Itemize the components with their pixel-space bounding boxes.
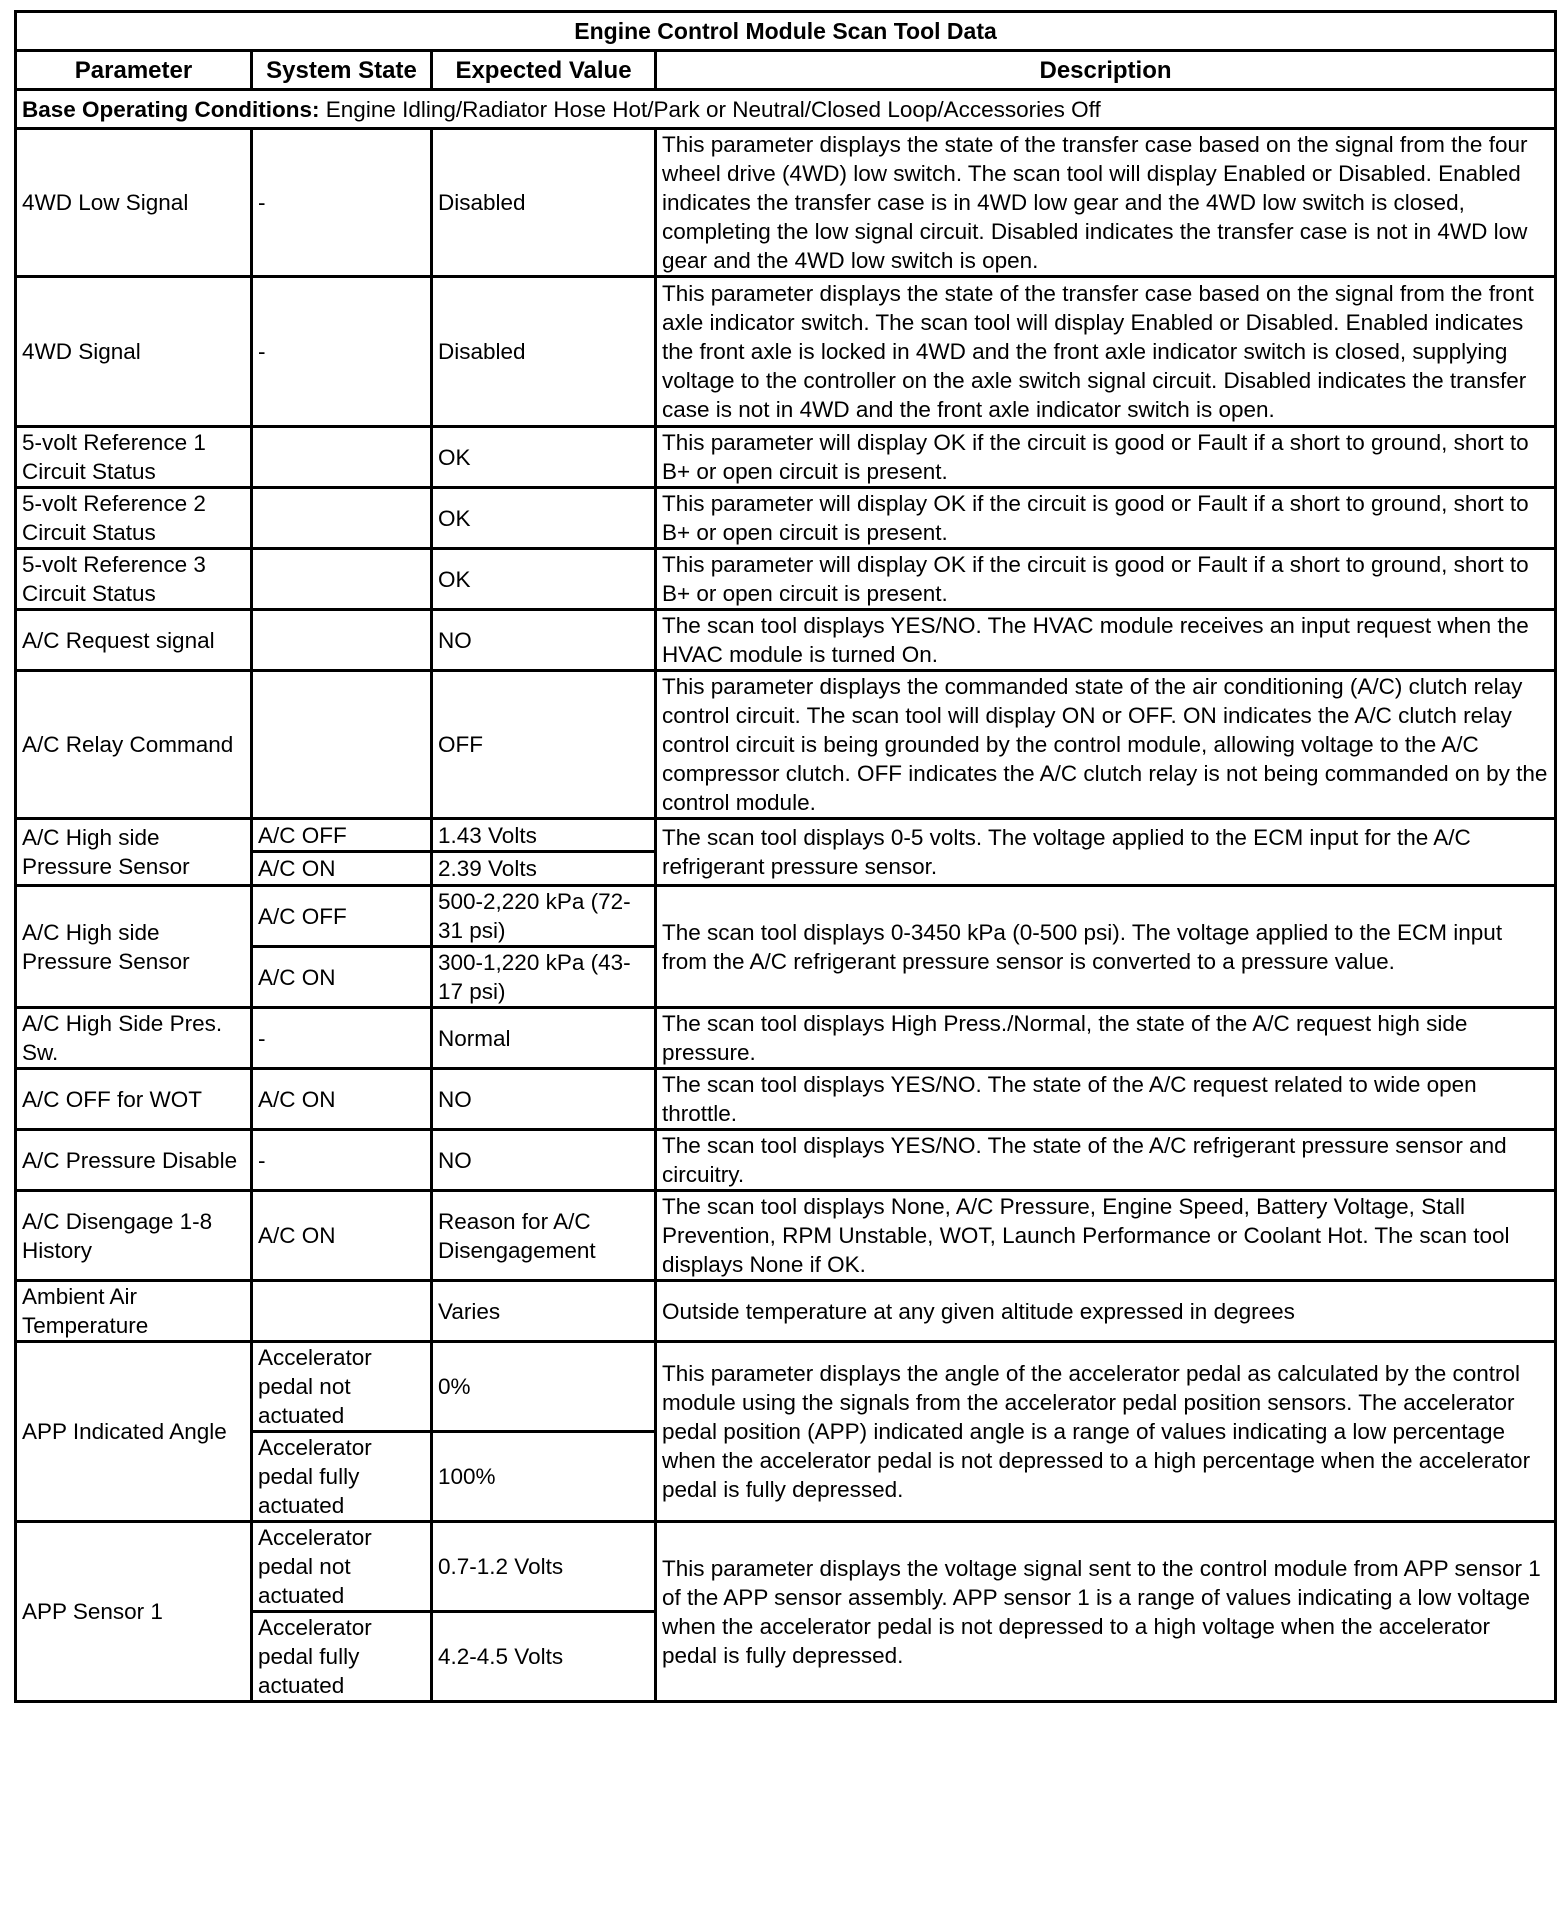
- description-cell: Outside temperature at any given altitude expressed in degrees: [656, 1281, 1556, 1342]
- table-row: [16, 610, 1556, 671]
- description-cell: This parameter displays the voltage signal sent to the control module from APP sensor 1 of the APP sensor assembly. APP sensor 1 is a range of values indicating a low voltage when the accelerator pedal is not depressed to a high voltage when the accelerator pedal is fully depressed.: [656, 1522, 1556, 1702]
- expected-value-cell: 100%: [432, 1432, 656, 1522]
- description-cell: The scan tool displays 0-5 volts. The voltage applied to the ECM input for the A/C refrigerant pressure sensor.: [656, 819, 1556, 886]
- table-row: [16, 1281, 1556, 1342]
- system-state-cell: Accelerator pedal fully actuated: [252, 1612, 432, 1702]
- parameter-cell: 4WD Signal: [16, 277, 252, 427]
- parameter-cell: A/C High side Pressure Sensor: [16, 819, 252, 886]
- description-cell: The scan tool displays YES/NO. The HVAC module receives an input request when the HVAC module is turned On.: [656, 610, 1556, 671]
- system-state-cell: A/C OFF: [252, 819, 432, 852]
- table-row: [16, 488, 1556, 549]
- table-row: [16, 1191, 1556, 1281]
- parameter-cell: A/C Request signal: [16, 610, 252, 671]
- parameter-cell: 5-volt Reference 2 Circuit Status: [16, 488, 252, 549]
- header-row: [16, 51, 1556, 90]
- parameter-cell: Ambient Air Temperature: [16, 1281, 252, 1342]
- header-system-state: System State: [252, 51, 432, 90]
- parameter-cell: A/C Relay Command: [16, 671, 252, 819]
- expected-value-cell: 4.2-4.5 Volts: [432, 1612, 656, 1702]
- system-state-cell: -: [252, 129, 432, 277]
- table-row: [16, 427, 1556, 488]
- description-cell: This parameter displays the state of the transfer case based on the signal from the four wheel drive (4WD) low switch. The scan tool will display Enabled or Disabled. Enabled indicates the transfer case is in 4WD low gear and the 4WD low switch is closed, completing the low signal circuit. Disabled indicates the transfer case is not in 4WD low gear and the 4WD low switch is open.: [656, 129, 1556, 277]
- description-cell: The scan tool displays High Press./Normal, the state of the A/C request high side pressure.: [656, 1008, 1556, 1069]
- table-row: [16, 671, 1556, 819]
- table-row: [16, 277, 1556, 427]
- base-conditions-row: [16, 90, 1556, 129]
- expected-value-cell: NO: [432, 610, 656, 671]
- system-state-cell: [252, 549, 432, 610]
- expected-value-cell: NO: [432, 1130, 656, 1191]
- table-row: [16, 1008, 1556, 1069]
- table-row: [16, 1069, 1556, 1130]
- expected-value-cell: OK: [432, 549, 656, 610]
- table-row: [16, 886, 1556, 947]
- description-cell: The scan tool displays YES/NO. The state of the A/C refrigerant pressure sensor and circuitry.: [656, 1130, 1556, 1191]
- system-state-cell: A/C ON: [252, 852, 432, 886]
- parameter-cell: 5-volt Reference 1 Circuit Status: [16, 427, 252, 488]
- scan-tool-data-table: [14, 10, 1557, 1703]
- system-state-cell: [252, 1281, 432, 1342]
- table-row: [16, 1342, 1556, 1432]
- table-row: [16, 1130, 1556, 1191]
- system-state-cell: [252, 488, 432, 549]
- expected-value-cell: Normal: [432, 1008, 656, 1069]
- description-cell: This parameter will display OK if the circuit is good or Fault if a short to ground, short to B+ or open circuit is present.: [656, 549, 1556, 610]
- parameter-cell: APP Indicated Angle: [16, 1342, 252, 1522]
- description-cell: This parameter displays the state of the transfer case based on the signal from the front axle indicator switch. The scan tool will display Enabled or Disabled. Enabled indicates the front axle is locked in 4WD and the front axle indicator switch is closed, supplying voltage to the controller on the axle switch signal circuit. Disabled indicates the transfer case is not in 4WD and the front axle indicator switch is open.: [656, 277, 1556, 427]
- description-cell: The scan tool displays None, A/C Pressure, Engine Speed, Battery Voltage, Stall Prevention, RPM Unstable, WOT, Launch Performance or Coolant Hot. The scan tool displays None if OK.: [656, 1191, 1556, 1281]
- expected-value-cell: OK: [432, 427, 656, 488]
- table-row: [16, 129, 1556, 277]
- expected-value-cell: OK: [432, 488, 656, 549]
- expected-value-cell: 2.39 Volts: [432, 852, 656, 886]
- parameter-cell: A/C Disengage 1-8 History: [16, 1191, 252, 1281]
- table-row: [16, 1522, 1556, 1612]
- expected-value-cell: OFF: [432, 671, 656, 819]
- system-state-cell: [252, 671, 432, 819]
- table-row: [16, 549, 1556, 610]
- system-state-cell: -: [252, 277, 432, 427]
- description-cell: This parameter will display OK if the circuit is good or Fault if a short to ground, short to B+ or open circuit is present.: [656, 488, 1556, 549]
- table-row: [16, 819, 1556, 852]
- description-cell: The scan tool displays 0-3450 kPa (0-500 psi). The voltage applied to the ECM input from the A/C refrigerant pressure sensor is converted to a pressure value.: [656, 886, 1556, 1008]
- expected-value-cell: NO: [432, 1069, 656, 1130]
- parameter-cell: A/C High side Pressure Sensor: [16, 886, 252, 1008]
- header-description: Description: [656, 51, 1556, 90]
- expected-value-cell: Reason for A/C Disengagement: [432, 1191, 656, 1281]
- title-row: [16, 12, 1556, 51]
- expected-value-cell: 0.7-1.2 Volts: [432, 1522, 656, 1612]
- expected-value-cell: 0%: [432, 1342, 656, 1432]
- parameter-cell: 5-volt Reference 3 Circuit Status: [16, 549, 252, 610]
- description-cell: This parameter will display OK if the circuit is good or Fault if a short to ground, short to B+ or open circuit is present.: [656, 427, 1556, 488]
- system-state-cell: [252, 427, 432, 488]
- system-state-cell: A/C ON: [252, 947, 432, 1008]
- system-state-cell: [252, 610, 432, 671]
- expected-value-cell: Varies: [432, 1281, 656, 1342]
- system-state-cell: Accelerator pedal not actuated: [252, 1522, 432, 1612]
- system-state-cell: Accelerator pedal fully actuated: [252, 1432, 432, 1522]
- table-title: Engine Control Module Scan Tool Data: [16, 12, 1556, 51]
- system-state-cell: A/C OFF: [252, 886, 432, 947]
- expected-value-cell: Disabled: [432, 129, 656, 277]
- system-state-cell: A/C ON: [252, 1191, 432, 1281]
- description-cell: The scan tool displays YES/NO. The state of the A/C request related to wide open throttle.: [656, 1069, 1556, 1130]
- expected-value-cell: 300-1,220 kPa (43-17 psi): [432, 947, 656, 1008]
- base-conditions: [16, 90, 1556, 129]
- system-state-cell: -: [252, 1130, 432, 1191]
- system-state-cell: -: [252, 1008, 432, 1069]
- expected-value-cell: 500-2,220 kPa (72-31 psi): [432, 886, 656, 947]
- header-parameter: Parameter: [16, 51, 252, 90]
- base-conditions-text: Engine Idling/Radiator Hose Hot/Park or Neutral/Closed Loop/Accessories Off: [319, 96, 1101, 122]
- system-state-cell: Accelerator pedal not actuated: [252, 1342, 432, 1432]
- parameter-cell: A/C High Side Pres. Sw.: [16, 1008, 252, 1069]
- parameter-cell: 4WD Low Signal: [16, 129, 252, 277]
- system-state-cell: A/C ON: [252, 1069, 432, 1130]
- description-cell: This parameter displays the commanded state of the air conditioning (A/C) clutch relay control circuit. The scan tool will display ON or OFF. ON indicates the A/C clutch relay control circuit is being grounded by the control module, allowing voltage to the A/C compressor clutch. OFF indicates the A/C clutch relay is not being commanded on by the control module.: [656, 671, 1556, 819]
- header-expected-value: Expected Value: [432, 51, 656, 90]
- parameter-cell: A/C Pressure Disable: [16, 1130, 252, 1191]
- expected-value-cell: Disabled: [432, 277, 656, 427]
- parameter-cell: APP Sensor 1: [16, 1522, 252, 1702]
- expected-value-cell: 1.43 Volts: [432, 819, 656, 852]
- base-conditions-label: Base Operating Conditions:: [22, 96, 320, 122]
- parameter-cell: A/C OFF for WOT: [16, 1069, 252, 1130]
- description-cell: This parameter displays the angle of the accelerator pedal as calculated by the control module using the signals from the accelerator pedal position sensors. The accelerator pedal position (APP) indicated angle is a range of values indicating a low percentage when the accelerator pedal is not depressed to a high percentage when the accelerator pedal is fully depressed.: [656, 1342, 1556, 1522]
